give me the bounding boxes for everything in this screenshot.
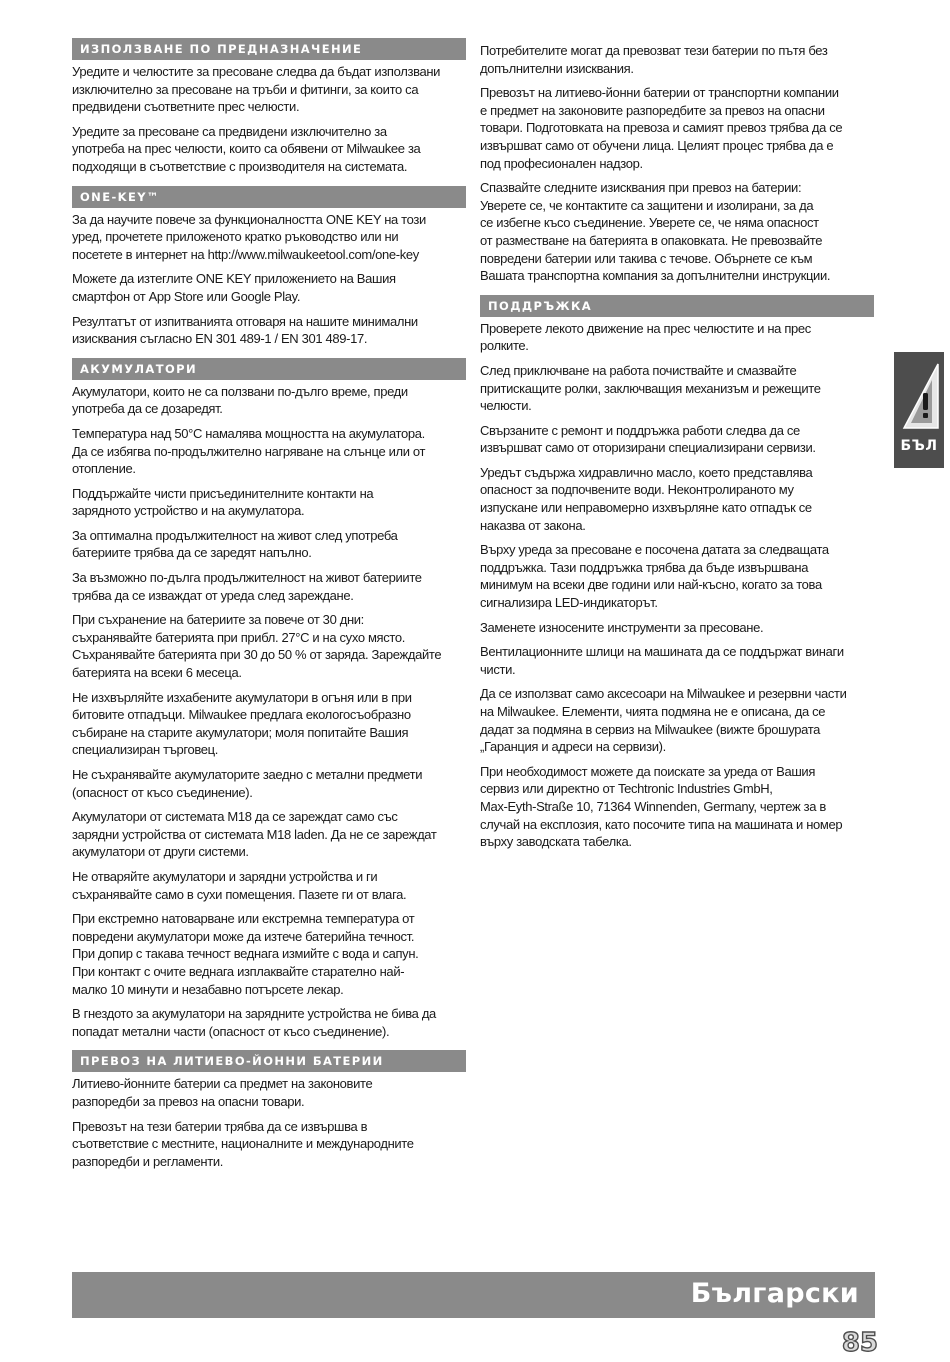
paragraph: Акумулатори, които не са ползвани по-дълго време, преди употреба да се дозаредят. — [72, 383, 408, 417]
language-code: БЪЛ — [900, 438, 938, 454]
paragraph: След приключване на работа почиствайте и смазвайте притискащите ролки, заключващия механизъм и режещите челюсти. — [480, 362, 821, 414]
paragraph: Не съхранявайте акумулаторите заедно с метални предмети (опасност от късо съединение). — [72, 767, 423, 800]
paragraph: Акумулатори от системата M18 да се зареждат само със зарядни устройства от системата M18 laden. Да не се зареждат акумулатори от други системи. — [72, 809, 437, 860]
paragraph: Върху уреда за пресоване е посочена датата за следващата поддръжка. Тази поддръжка трябва да бъде извършвана минимум на всеки две години или най-късно, когато за това сигнализира LED-индикаторът. — [480, 542, 829, 611]
paragraph: Проверете лекото движение на прес челюстите и на прес ролките. — [480, 320, 811, 354]
paragraph: Поддържайте чисти присъединителните контакти на зарядното устройство и на акумулатора. — [72, 485, 374, 519]
paragraph: Не изхвърляйте изхабените акумулатори в огъня или в при битовите отпадъци. Milwaukee предлага екологосъобразно събиране на старите акумулатори; моля попитайте Вашия специализиран търговец. — [72, 689, 412, 758]
section-heading: АКУМУЛАТОРИ — [72, 358, 466, 380]
paragraph: Вентилационните шлици на машината да се поддържат винаги чисти. — [480, 644, 844, 677]
section-one-key — [72, 186, 466, 348]
page-number: 85 — [841, 1328, 878, 1358]
section-heading: ПРЕВОЗ НА ЛИТИЕВО-ЙОННИ БАТЕРИИ — [72, 1050, 466, 1072]
paragraph: При съхранение на батериите за повече от 30 дни: съхранявайте батерията при прибл. 27°C и на сухо място. Съхранявайте батерията при 30 до 50 % от заряда. Зареждайте батерията на всеки 6 месеца. — [72, 612, 442, 681]
paragraph: Спазвайте следните изисквания при превоз на батерии: Уверете се, че контактите са защитени и изолирани, за да се избегне късо съединение. Уверете се, че няма опасност от разместване на батерията в опаковката. Не превозвайте повредени батерии или такива с течове. Обърнете се към Вашата транспортна компания за допълнителни инструкции. — [480, 180, 831, 284]
section-batteries — [72, 358, 466, 1041]
paragraph: За възможно по-дълга продължителност на живот батериите трябва да се изваждат от уреда след зареждане. — [72, 570, 422, 603]
section-heading: ПОДДРЪЖКА — [480, 295, 874, 317]
paragraph: При необходимост можете да поискате за уреда от Вашия сервиз или директно от Techtronic Industries GmbH, Max-Eyth-Straße 10, 71364 Winnenden, Germany, чертеж за в случай на експлозия, като посочите типа на машината и номер върху заводската табелка. — [480, 763, 843, 850]
paragraph: Температура над 50°C намалява мощността на акумулатора. Да се избягва по-продължително нагряване на слънце или от отопление. — [72, 425, 426, 477]
paragraph: Заменете износените инструменти за пресоване. — [480, 619, 764, 635]
paragraph: Уредът съдържа хидравлично масло, което представлява опасност за подпочвените води. Неконтролираното му изпускане или неправомерно изхвърляне като отпадък се наказва от закона. — [480, 464, 813, 533]
paragraph: Уредите за пресоване са предвидени изключително за употреба на прес челюсти, които са обявени от Milwaukee за подходящи в съответствие с производителя на системата. — [72, 123, 421, 174]
paragraph: Да се използват само аксесоари на Milwaukee и резервни части на Milwaukee. Елементи, чията подмяна не е описана, да се дадат за подмяна в сервиз на Milwaukee (вижте брошурата „Гаранция и адреси на сервизи). — [480, 686, 847, 755]
section-heading: ONE-KEY™ — [72, 186, 466, 208]
footer-bar — [72, 1272, 875, 1318]
language-side-tab — [894, 352, 944, 468]
paragraph: Свързаните с ремонт и поддръжка работи следва да се извършват само от оторизирани специализирани сервизи. — [480, 422, 816, 456]
section-transport — [72, 1050, 466, 1170]
section-intended-use — [72, 38, 466, 176]
footer-language-title: Български — [690, 1278, 859, 1309]
paragraph: Не отваряйте акумулатори и зарядни устройства и ги съхранявайте само в сухи помещения. Пазете ги от влага. — [72, 868, 407, 902]
paragraph: За оптимална продължителност на живот след употреба батериите трябва да се заредят напълно. — [72, 527, 398, 561]
paragraph: Уредите и челюстите за пресоване следва да бъдат използвани изключително за пресоване на тръби и фитинги, за които са предвидени съответните прес челюсти. — [72, 64, 441, 115]
paragraph: В гнездото за акумулатори на зарядните устройства не бива да попадат метални части (опасност от късо съединение). — [72, 1006, 436, 1039]
right-column — [480, 38, 874, 861]
paragraph: За да научите повече за функционалността ONE KEY на този уред, прочетете приложеното кратко ръководство или ни посетете в интернет на http://www.milwaukeetool.com/one-key — [72, 211, 426, 262]
warning-triangle-icon — [900, 360, 940, 432]
paragraph: Можете да изтеглите ONE KEY приложението на Вашия смартфон от App Store или Google Play. — [72, 271, 396, 304]
section-maintenance — [480, 295, 874, 851]
section-heading: ИЗПОЛЗВАНЕ ПО ПРЕДНАЗНАЧЕНИЕ — [72, 38, 466, 60]
left-column — [72, 38, 466, 1180]
paragraph: Литиево-йонните батерии са предмет на законовите разпоредби за превоз на опасни товари. — [72, 1076, 373, 1109]
paragraph: При екстремно натоварване или екстремна температура от повредени акумулатори може да изтече батерийна течност. При допир с такава течност веднага измийте с вода и сапун. При контакт с очите веднага изплаквайте старателно най- малко 10 минути и незабавно потърсете лекар. — [72, 911, 419, 997]
paragraph: Резултатът от изпитванията отговаря на нашите минимални изисквания съгласно EN 301 489-1 / EN 301 489-17. — [72, 313, 418, 347]
paragraph: Превозът на литиево-йонни батерии от транспортни компании е предмет на законовите разпоредбите за превоз на опасни товари. Подготовката на превоза и самият превоз трябва да се извършват само от обучени лица. Целият процес трябва да е под професионален надзор. — [480, 85, 843, 171]
section-transport-continued — [480, 42, 874, 285]
paragraph: Потребителите могат да превозват тези батерии по пътя без допълнителни изисквания. — [480, 43, 828, 76]
paragraph: Превозът на тези батерии трябва да се извършва в съответствие с местните, националните и международните разпоредби и регламенти. — [72, 1118, 414, 1169]
